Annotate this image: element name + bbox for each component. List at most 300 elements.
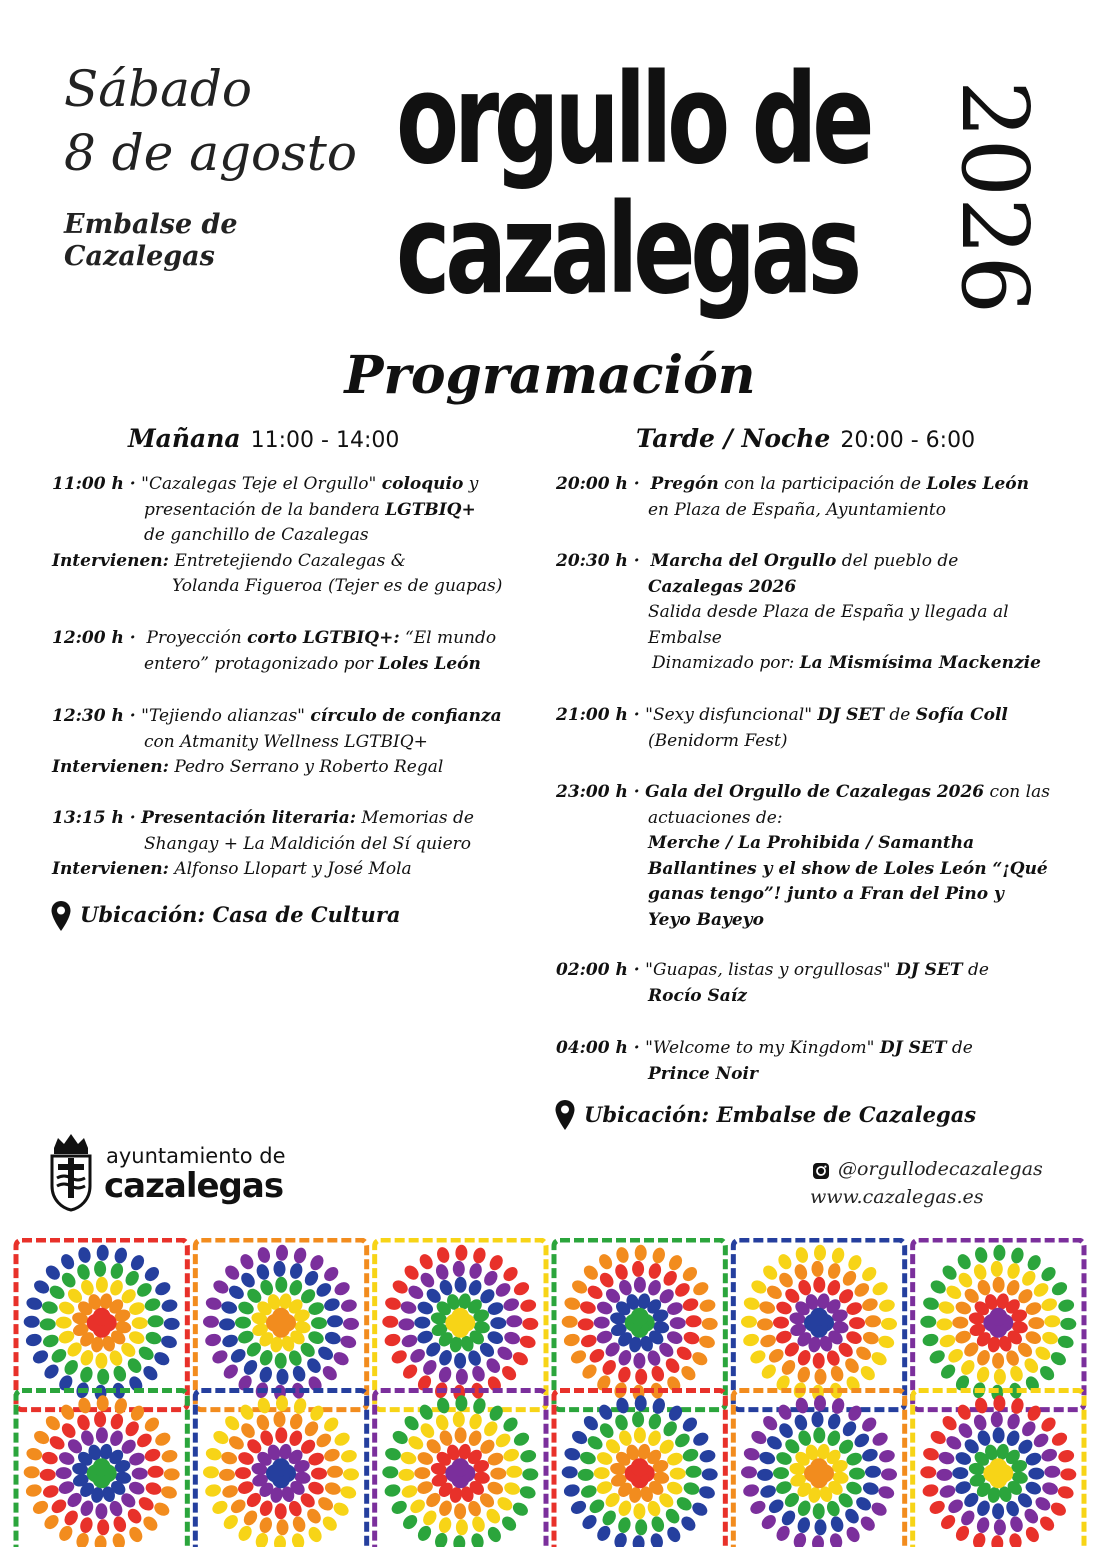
crochet-stitch <box>578 1318 594 1330</box>
crochet-stitch <box>869 1349 889 1368</box>
crochet-stitch <box>451 1458 469 1476</box>
crochet-stitch <box>563 1483 581 1499</box>
crochet-stitch <box>272 1308 290 1326</box>
crochet-stitch <box>132 1468 148 1480</box>
crochet-stitch <box>1028 1317 1044 1329</box>
event-title: "Sexy disfuncional" <box>645 705 813 725</box>
crochet-stitch <box>238 1402 256 1422</box>
crochet-stitch <box>134 1431 154 1450</box>
event-place-line2: Cazalegas <box>64 241 215 272</box>
crochet-stitch <box>204 1332 222 1348</box>
crochet-stitch <box>938 1333 957 1350</box>
event-place-line1: Embalse de <box>64 209 238 240</box>
crochet-stitch <box>633 1503 645 1519</box>
crochet-stitch <box>484 1356 503 1376</box>
crochet-stitch <box>111 1364 128 1383</box>
crochet-stitch <box>810 1458 828 1476</box>
event-title: “El mundo <box>405 628 497 648</box>
crochet-stitch <box>495 1494 515 1513</box>
crochet-stitch <box>956 1421 975 1441</box>
crochet-stitch <box>580 1362 600 1382</box>
crochet-stitch <box>49 1346 69 1365</box>
crochet-stitch <box>749 1278 769 1297</box>
evening-hours: 20:00 - 6:00 <box>840 428 976 453</box>
crochet-stitch <box>400 1483 419 1500</box>
crochet-stitch <box>759 1362 779 1382</box>
crochet-stitch <box>828 1532 844 1547</box>
crochet-stitch <box>408 1346 428 1365</box>
crochet-stitch <box>674 1494 694 1513</box>
crochet-stitch <box>631 1308 649 1326</box>
crochet-stitch <box>164 1318 180 1330</box>
crochet-stitch <box>502 1447 521 1464</box>
crochet-stitch <box>109 1262 125 1281</box>
event-time: 11:00 h · <box>52 474 136 494</box>
crochet-stitch <box>238 1270 257 1290</box>
crochet-stitch <box>764 1433 784 1452</box>
crochet-stitch <box>235 1317 251 1329</box>
crochet-stitch <box>858 1514 878 1534</box>
crochet-stitch <box>813 1503 825 1519</box>
crochet-stitch <box>813 1353 825 1369</box>
event-text: Embalse <box>648 627 722 648</box>
crochet-stitch <box>58 1402 76 1422</box>
speakers: Alfonso Llopart y José Mola <box>174 859 412 879</box>
crochet-stitch <box>383 1483 401 1499</box>
crochet-stitch <box>579 1450 598 1466</box>
crochet-stitch <box>635 1245 647 1261</box>
crochet-stitch <box>596 1252 614 1272</box>
crochet-stitch <box>143 1296 162 1313</box>
crochet-stitch <box>276 1369 288 1385</box>
crochet-stitch <box>398 1318 414 1330</box>
crochet-stitch <box>1039 1264 1059 1284</box>
event-time: 20:30 h · <box>556 551 640 571</box>
crochet-stitch <box>221 1512 241 1532</box>
crochet-stitch <box>779 1508 798 1528</box>
crochet-stitch <box>25 1446 44 1462</box>
crochet-stitch <box>870 1430 890 1448</box>
crochet-stitch <box>487 1253 506 1273</box>
crochet-stitch <box>486 1329 505 1346</box>
crochet-stitch <box>944 1433 964 1452</box>
crochet-stitch <box>490 1317 506 1329</box>
crochet-stitch <box>758 1300 777 1316</box>
granny-square <box>195 1240 366 1410</box>
crochet-stitch <box>144 1481 163 1497</box>
crochet-stitch <box>390 1278 410 1297</box>
crochet-stitch <box>860 1296 879 1313</box>
crochet-stitch <box>702 1318 718 1330</box>
crochet-stitch <box>512 1280 532 1298</box>
crochet-stitch <box>665 1525 683 1545</box>
crochet-stitch <box>633 1353 645 1369</box>
crochet-stitch <box>304 1356 323 1376</box>
crochet-stitch <box>203 1316 219 1328</box>
crochet-stitch <box>383 1332 401 1348</box>
event-type: DJ SET <box>879 1038 947 1058</box>
event-day: Sábado <box>64 60 252 118</box>
crochet-stitch <box>235 1467 251 1479</box>
event-artist: Yeyo Bayeyo <box>648 909 764 930</box>
crochet-stitch <box>991 1535 1003 1547</box>
crochet-stitch <box>796 1348 813 1367</box>
crochet-stitch <box>748 1348 768 1366</box>
crochet-stitch <box>776 1402 794 1422</box>
crochet-stitch <box>123 1419 142 1439</box>
event-highlight: Cazalegas 2026 <box>648 576 797 597</box>
crochet-stitch <box>594 1467 610 1479</box>
crochet-stitch <box>470 1515 487 1534</box>
crochet-stitch <box>1006 1412 1022 1431</box>
event-type: coloquio <box>381 474 464 494</box>
crochet-stitch <box>616 1499 633 1518</box>
event-text: actuaciones de: <box>648 807 783 828</box>
crochet-stitch <box>276 1519 288 1535</box>
crochet-stitch <box>1060 1468 1076 1480</box>
crochet-stitch <box>254 1531 270 1547</box>
crochet-stitch <box>78 1348 95 1367</box>
crochet-stitch <box>311 1468 327 1480</box>
morning-event-4 <box>52 806 522 883</box>
crochet-stitch <box>920 1316 936 1328</box>
crochet-stitch <box>211 1428 231 1447</box>
granny-square <box>195 1391 366 1547</box>
crochet-stitch <box>210 1348 230 1366</box>
crochet-stitch <box>221 1483 240 1500</box>
crochet-stitch <box>852 1431 872 1450</box>
crochet-stitch <box>153 1280 173 1298</box>
crochet-stitch <box>420 1357 439 1377</box>
evening-heading-label: Tarde / Noche <box>636 424 831 453</box>
crochet-stitch <box>928 1278 948 1297</box>
crochet-stitch <box>316 1344 336 1363</box>
crochet-stitch <box>661 1419 680 1439</box>
crochet-stitch <box>321 1264 341 1284</box>
crochet-stitch <box>470 1364 487 1383</box>
crochet-stitch <box>160 1298 178 1314</box>
crochet-stitch <box>1056 1334 1075 1350</box>
crochet-stitch <box>952 1317 968 1329</box>
crochet-stitch <box>579 1333 598 1350</box>
crochet-stitch <box>814 1245 826 1261</box>
crochet-stitch <box>940 1263 960 1283</box>
event-type: círculo de confianza <box>310 706 502 726</box>
crochet-stitch <box>794 1246 810 1264</box>
crochet-stitch <box>77 1246 93 1264</box>
crochet-stitch <box>829 1364 846 1383</box>
event-title: "Tejiendo alianzas" <box>141 706 305 726</box>
crochet-stitch <box>287 1429 304 1448</box>
crochet-stitch <box>682 1330 701 1346</box>
crochet-stitch <box>93 1308 111 1326</box>
event-artist: Prince Noir <box>648 1063 758 1084</box>
crochet-stitch <box>40 1318 56 1330</box>
crochet-stitch <box>830 1246 846 1265</box>
crochet-stitch <box>331 1349 351 1368</box>
crochet-stitch <box>681 1447 700 1464</box>
crochet-stitch <box>859 1415 879 1435</box>
crochet-stitch <box>147 1315 163 1327</box>
morning-heading-label: Mañana <box>128 424 241 453</box>
granny-square <box>554 1240 725 1410</box>
crochet-stitch <box>41 1483 60 1500</box>
crochet-stitch <box>793 1262 810 1281</box>
event-text: con la participación de <box>724 474 922 494</box>
crochet-stitch <box>128 1253 147 1273</box>
crochet-stitch <box>773 1317 789 1329</box>
crochet-stitch <box>854 1344 874 1363</box>
crochet-stitch <box>1009 1246 1025 1265</box>
crochet-stitch <box>258 1516 274 1535</box>
crochet-stitch <box>937 1300 956 1316</box>
crochet-stitch <box>992 1353 1004 1369</box>
event-artist: Rocío Saíz <box>648 985 747 1006</box>
crochet-stitch <box>78 1365 94 1384</box>
crochet-stitch <box>1024 1329 1043 1346</box>
crochet-stitch <box>466 1278 483 1297</box>
event-highlight: LGTBIQ+ <box>385 499 476 520</box>
event-text: Salida desde Plaza de España y llegada al <box>648 602 1009 622</box>
crochet-stitch <box>123 1268 142 1288</box>
crochet-stitch <box>972 1262 989 1281</box>
crochet-stitch <box>314 1431 334 1450</box>
crochet-stitch <box>308 1253 327 1273</box>
crochet-stitch <box>340 1448 358 1464</box>
instagram-handle[interactable]: @orgullodecazalegas <box>838 1158 1043 1180</box>
crochet-stitch <box>522 1468 538 1480</box>
crochet-stitch <box>698 1484 717 1500</box>
crochet-stitch <box>938 1512 958 1532</box>
crochet-stitch <box>877 1334 896 1350</box>
crochet-stitch <box>153 1430 173 1448</box>
crochet-stitch <box>291 1515 308 1534</box>
crochet-stitch <box>944 1283 964 1302</box>
speakers-label: Intervienen: <box>52 550 169 571</box>
crochet-stitch <box>495 1344 515 1363</box>
crochet-stitch <box>651 1246 667 1265</box>
crochet-stitch <box>127 1479 146 1496</box>
crochet-stitch <box>844 1525 862 1545</box>
crochet-stitch <box>331 1500 351 1519</box>
crochet-stitch <box>222 1263 242 1283</box>
crochet-stitch <box>958 1508 977 1528</box>
crochet-stitch <box>97 1519 109 1535</box>
crochet-stitch <box>518 1334 537 1350</box>
event-time: 13:15 h · <box>52 808 136 828</box>
crochet-stitch <box>779 1357 798 1377</box>
crochet-stitch <box>406 1433 426 1452</box>
crochet-stitch <box>59 1421 78 1441</box>
crochet-stitch <box>741 1316 757 1328</box>
crochet-stitch <box>382 1316 398 1328</box>
crochet-stitch <box>758 1450 777 1466</box>
crochet-stitch <box>946 1346 966 1365</box>
crochet-stitch <box>418 1421 437 1441</box>
evening-event-2 <box>556 549 1076 677</box>
crochet-stitch <box>842 1356 861 1376</box>
crochet-stitch <box>651 1397 667 1416</box>
crochet-stitch <box>994 1369 1006 1385</box>
crochet-stitch <box>399 1300 418 1316</box>
crochet-stitch <box>75 1413 92 1432</box>
crochet-stitch <box>451 1308 469 1326</box>
crochet-stitch <box>75 1531 91 1547</box>
crochet-stitch <box>437 1365 453 1384</box>
crochet-stitch <box>402 1413 422 1433</box>
crochet-stitch <box>316 1494 336 1513</box>
crochet-stitch <box>1041 1481 1060 1497</box>
crochet-stitch <box>973 1246 989 1264</box>
crochet-stitch <box>226 1433 246 1452</box>
crochet-stitch <box>1025 1253 1044 1273</box>
crochet-stitch <box>569 1498 589 1516</box>
crochet-stitch <box>25 1332 43 1348</box>
event-date: 8 de agosto <box>64 124 357 182</box>
crochet-stitch <box>952 1467 968 1479</box>
crochet-stitch <box>975 1365 991 1384</box>
crochet-stitch <box>24 1316 40 1328</box>
crochet-stitch <box>846 1403 865 1423</box>
crochet-stitch <box>275 1277 287 1293</box>
granny-square <box>913 1391 1084 1547</box>
crochet-stitch <box>563 1332 581 1348</box>
website-link[interactable]: www.cazalegas.es <box>810 1186 984 1208</box>
map-pin-icon <box>554 1099 576 1131</box>
crochet-stitch <box>852 1280 872 1299</box>
crochet-stitch <box>322 1447 341 1464</box>
crochet-stitch <box>255 1413 272 1432</box>
crochet-stitch <box>958 1357 977 1377</box>
crochet-stitch <box>25 1483 43 1499</box>
crochet-stitch <box>255 1262 272 1281</box>
morning-event-1 <box>52 472 522 600</box>
crochet-stitch <box>579 1483 598 1500</box>
crochet-stitch <box>1039 1415 1059 1435</box>
crochet-stitch <box>31 1348 51 1366</box>
crochet-stitch <box>306 1329 325 1346</box>
crochet-stitch <box>56 1317 72 1329</box>
event-text: (Benidorm Fest) <box>648 730 788 751</box>
evening-event-5 <box>556 958 1076 1009</box>
crochet-stitch <box>384 1446 403 1462</box>
crochet-stitch <box>276 1245 288 1261</box>
event-text: con Atmanity Wellness LGTBIQ+ <box>144 731 428 752</box>
crochet-stitch <box>160 1484 179 1500</box>
crochet-stitch <box>1040 1447 1059 1464</box>
crochet-stitch <box>1008 1364 1025 1383</box>
crochet-stitch <box>210 1498 230 1516</box>
crochet-stitch <box>78 1499 95 1518</box>
evening-event-3 <box>556 703 1076 754</box>
crochet-stitch <box>323 1330 342 1346</box>
crochet-stitch <box>510 1500 530 1519</box>
crochet-stitch <box>562 1316 578 1328</box>
event-time: 23:00 h · <box>556 782 640 802</box>
crochet-stitch <box>635 1519 647 1535</box>
crochet-stitch <box>685 1466 701 1478</box>
crochet-stitch <box>142 1415 162 1435</box>
granny-square <box>16 1240 187 1410</box>
crochet-stitch <box>595 1523 614 1543</box>
speakers-label: Intervienen: <box>52 859 169 879</box>
evening-heading <box>636 424 975 453</box>
crochet-stitch <box>953 1523 972 1543</box>
crochet-stitch <box>691 1430 711 1448</box>
crochet-stitch <box>434 1262 451 1281</box>
crochet-stitch <box>927 1498 947 1516</box>
event-text: de <box>951 1038 973 1058</box>
crochet-stitch <box>400 1512 420 1532</box>
crochet-stitch <box>991 1261 1003 1277</box>
event-time: 02:00 h · <box>556 960 640 980</box>
crochet-stitch <box>420 1508 439 1528</box>
crochet-stitch <box>47 1433 67 1452</box>
event-text: en Plaza de España, Ayuntamiento <box>648 499 946 520</box>
crochet-stitch <box>314 1280 334 1299</box>
crochet-stitch <box>760 1413 780 1433</box>
crochet-stitch <box>132 1317 148 1329</box>
crochet-stitch <box>878 1448 896 1464</box>
crochet-stitch <box>47 1283 67 1302</box>
crochet-stitch <box>455 1277 467 1293</box>
crochet-stitch <box>1023 1525 1041 1545</box>
crochet-stitch <box>632 1535 644 1547</box>
crochet-stitch <box>456 1519 468 1535</box>
crochet-stitch <box>143 1447 162 1464</box>
crochet-stitch <box>956 1270 975 1290</box>
granny-square <box>554 1391 725 1547</box>
crochet-stitch <box>499 1514 519 1534</box>
crochet-stitch <box>1040 1296 1059 1313</box>
crochet-stitch <box>936 1469 952 1481</box>
crochet-granny-squares-banner <box>12 1238 1088 1547</box>
crochet-stitch <box>414 1467 430 1479</box>
morning-event-2 <box>52 626 522 677</box>
crochet-stitch <box>42 1362 62 1382</box>
crochet-stitch <box>512 1430 532 1448</box>
crochet-stitch <box>776 1421 795 1441</box>
crochet-stitch <box>471 1246 487 1265</box>
crochet-stitch <box>389 1348 409 1366</box>
crochet-stitch <box>400 1333 419 1350</box>
crochet-stitch <box>690 1349 710 1368</box>
crochet-stitch <box>1006 1262 1022 1281</box>
crochet-stitch <box>502 1296 521 1313</box>
crochet-stitch <box>125 1356 144 1376</box>
crochet-stitch <box>1024 1479 1043 1496</box>
crochet-stitch <box>41 1450 60 1466</box>
crochet-stitch <box>1033 1494 1053 1513</box>
crochet-stitch <box>510 1349 530 1368</box>
crochet-stitch <box>680 1415 700 1435</box>
event-title: "Guapas, listas y orgullosas" <box>645 960 891 980</box>
event-text: presentación de la bandera <box>144 499 380 520</box>
crochet-stitch <box>49 1497 69 1516</box>
crochet-stitch <box>811 1261 823 1277</box>
crochet-stitch <box>59 1270 78 1290</box>
crochet-stitch <box>742 1332 760 1348</box>
crochet-stitch <box>825 1429 842 1448</box>
crochet-stitch <box>1044 1466 1060 1478</box>
crochet-stitch <box>1022 1356 1041 1376</box>
crochet-stitch <box>339 1334 358 1350</box>
crochet-stitch <box>415 1523 434 1543</box>
crochet-stitch <box>936 1318 952 1330</box>
crochet-stitch <box>454 1503 466 1519</box>
crochet-stitch <box>275 1353 287 1369</box>
crochet-stitch <box>682 1481 701 1497</box>
